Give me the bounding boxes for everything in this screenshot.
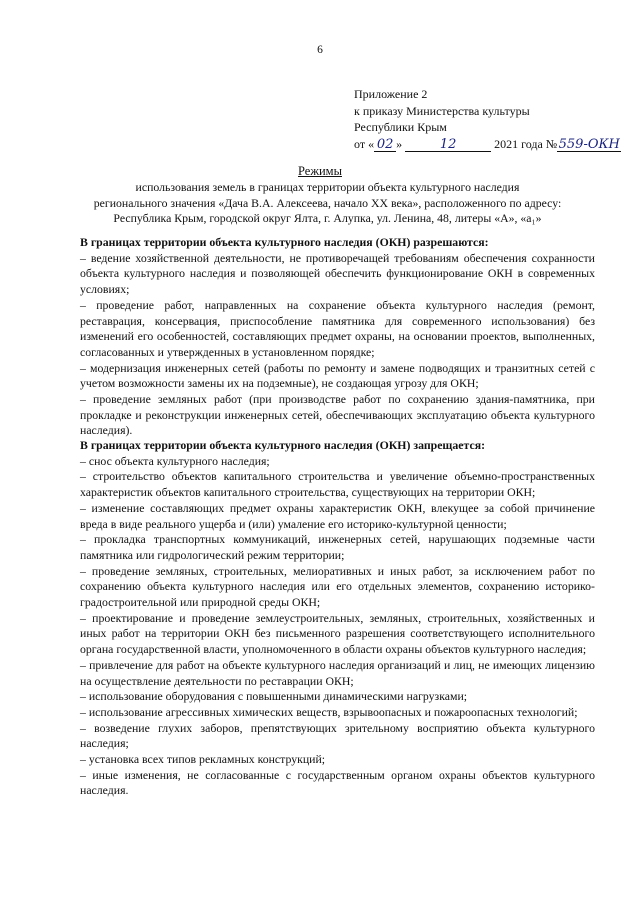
date-mid: » [396, 136, 403, 151]
forbidden-item: – установка всех типов рекламных конструкций; [80, 752, 326, 767]
forbidden-section [80, 438, 595, 799]
allowed-heading: В границах территории объекта культурного наследия (ОКН) разрешаются: [80, 235, 489, 249]
document-subtitle [80, 180, 575, 227]
appendix-block [354, 86, 634, 152]
forbidden-item: – снос объекта культурного наследия; [80, 453, 270, 468]
forbidden-item: – проектирование и проведение землеустроительных, земляных, строительных, хозяйственных и иных работ на территории ОКН без письменного разрешения соответствующего исполнительного органа государственной власти, уполномоченного в области охраны объектов культурного наследия; [80, 610, 595, 657]
appendix-date-line [354, 136, 634, 153]
forbidden-heading: В границах территории объекта культурного наследия (ОКН) запрещается: [80, 438, 486, 452]
forbidden-item: – иные изменения, не согласованные с государственным органом охраны объектов культурного наследия. [80, 767, 595, 798]
forbidden-item: – использование агрессивных химических веществ, взрывоопасных и пожароопасных технологий; [80, 704, 578, 719]
subtitle-line: регионального значения «Дача В.А. Алексеева, начало XX века», расположенного по адресу: [93, 195, 562, 210]
appendix-republic-line: Республики Крым [354, 120, 447, 134]
forbidden-item: – строительство объектов капитального строительства и увеличение объемно-пространственных характеристик объектов капитального строительства, существующих на территории ОКН; [80, 469, 595, 500]
allowed-item: – модернизация инженерных сетей (работы по ремонту и замене подводящих и транзитных сетей с учетом возможности замены их на подземные), не создающая угрозу для ОКН; [80, 360, 595, 391]
forbidden-item: – возведение глухих заборов, препятствующих зрительному восприятию объекта культурного наследия; [80, 720, 595, 751]
forbidden-item: – прокладка транспортных коммуникаций, инженерных сетей, нарушающих подземные части памятника или гидрологический режим территории; [80, 532, 595, 562]
handwritten-month: 12 [405, 138, 491, 152]
handwritten-day: 02 [374, 138, 396, 152]
allowed-section [80, 235, 595, 439]
forbidden-item: – привлечение для работ на объекте культурного наследия организаций и лиц, не имеющих лицензию на осуществление деятельности по реставрации ОКН; [80, 657, 595, 688]
subtitle-line: использования земель в границах территории объекта культурного наследия [135, 180, 520, 194]
date-prefix: от « [354, 136, 375, 151]
forbidden-item: – использование оборудования с повышенными динамическими нагрузками; [80, 689, 468, 704]
allowed-item: – ведение хозяйственной деятельности, не противоречащей требованиям обеспечения сохранности объекта культурного наследия и позволяющей обеспечить функционирование ОКН в современных условиях; [80, 250, 595, 297]
year-text: 2021 года № [494, 136, 558, 151]
page-number: 6 [317, 44, 323, 56]
handwritten-number: 559-ОКН [558, 136, 620, 152]
allowed-item: – проведение работ, направленных на сохранение объекта культурного наследия (ремонт, реставрация, консервация, приспособление памятника для современного использования) без изменений его особенностей, составляющих предмет охраны, на основании проектов, выполненных, согласованных и утвержденных в установленном порядке; [80, 297, 595, 359]
appendix-order-line: к приказу Министерства культуры [354, 103, 530, 118]
document-title: Режимы [298, 164, 342, 178]
forbidden-item: – изменение составляющих предмет охраны характеристик ОКН, влекущее за собой причинение вреда в виде реального ущерба и (или) умаление его историко-культурной ценности; [80, 500, 595, 531]
subtitle-line: Республика Крым, городской округ Ялта, г. Алупка, ул. Ленина, 48, литеры «А», «а₁» [113, 211, 542, 225]
forbidden-item: – проведение земляных, строительных, мелиоративных и иных работ, за исключением работ по сохранению объекта культурного наследия или его отдельных элементов, сохранению историко-градостроительной или природной среды ОКН; [80, 563, 595, 610]
allowed-item: – проведение земляных работ (при производстве работ по сохранению здания-памятника, при прокладке и реконструкции инженерных сетей, обеспечивающих эксплуатацию объекта культурного наследия). [80, 392, 595, 438]
appendix-line: Приложение 2 [354, 87, 428, 101]
